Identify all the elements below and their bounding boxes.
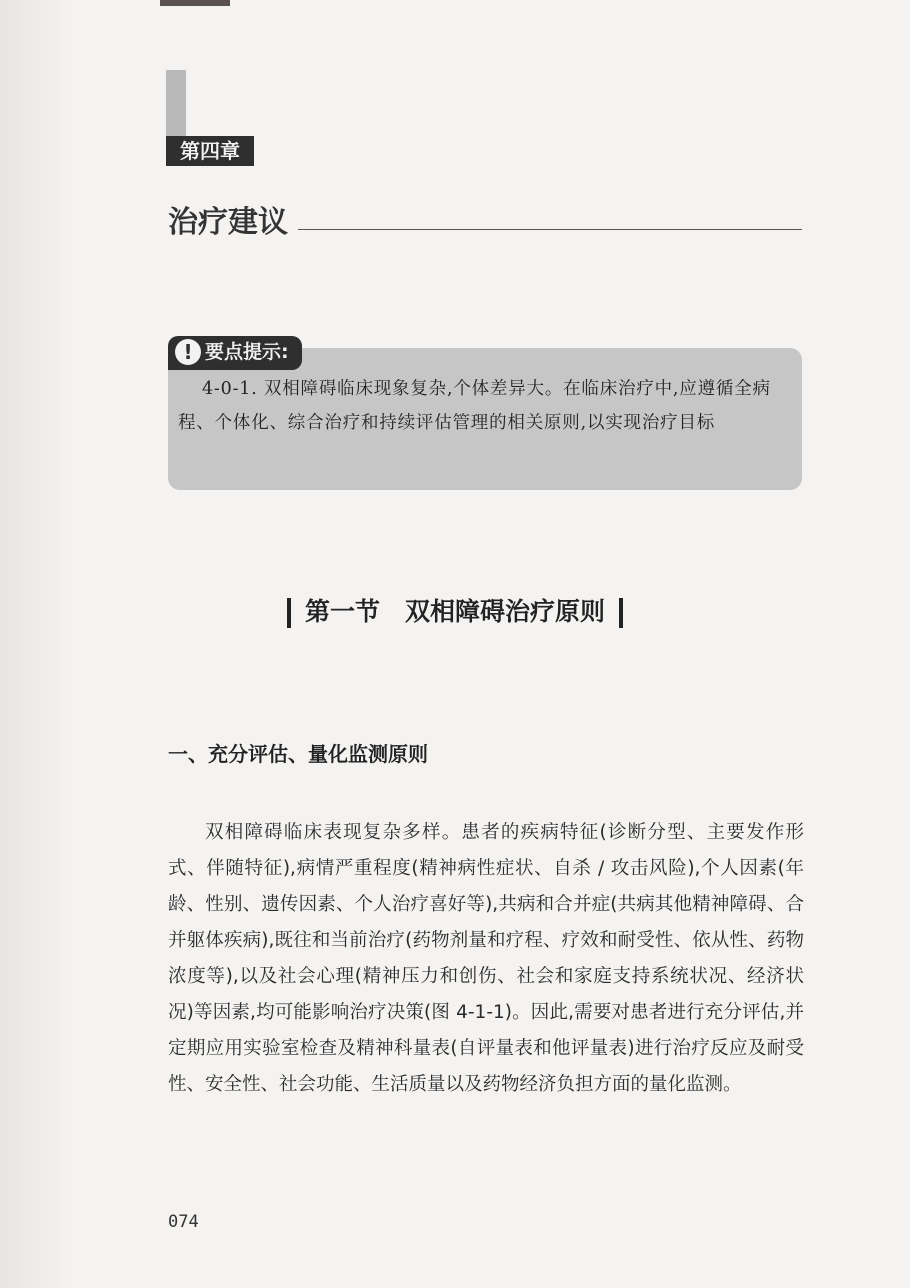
page-gutter-shadow (0, 0, 70, 1288)
title-divider (298, 229, 802, 230)
chapter-label: 第四章 (166, 136, 254, 166)
exclamation-icon: ! (175, 339, 201, 365)
chapter-corner-mark (166, 70, 186, 136)
keypoint-tab-label: 要点提示: (205, 341, 289, 363)
keypoint-text: 4-0-1. 双相障碍临床现象复杂,个体差异大。在临床治疗中,应遵循全病程、个体化、综合治疗和持续评估管理的相关原则,以实现治疗目标 (178, 379, 771, 433)
book-top-edge (160, 0, 230, 6)
section-title: 第一节 双相障碍治疗原则 (304, 597, 605, 626)
section-heading (0, 592, 910, 628)
page-number: 074 (168, 1212, 199, 1232)
body-paragraph: 双相障碍临床表现复杂多样。患者的疾病特征(诊断分型、主要发作形式、伴随特征),病情严重程度(精神病性症状、自杀 / 攻击风险),个人因素(年龄、性别、遗传因素、个人治疗喜好等),共病和合并症(共病其他精神障碍、合并躯体疾病),既往和当前治疗(药物剂量和疗程、疗效和耐受性、依从性、药物浓度等),以及社会心理(精神压力和创伤、社会和家庭支持系统状况、经济状况)等因素,均可能影响治疗决策(图 4-1-1)。因此,需要对患者进行充分评估,并定期应用实验室检查及精神科量表(自评量表和他评量表)进行治疗反应及耐受性、安全性、社会功能、生活质量以及药物经济负担方面的量化监测。 (168, 822, 804, 1095)
subsection-heading: 一、充分评估、量化监测原则 (168, 742, 428, 766)
section-bar-right (619, 598, 623, 628)
section-bar-left (287, 598, 291, 628)
chapter-title: 治疗建议 (168, 205, 288, 240)
